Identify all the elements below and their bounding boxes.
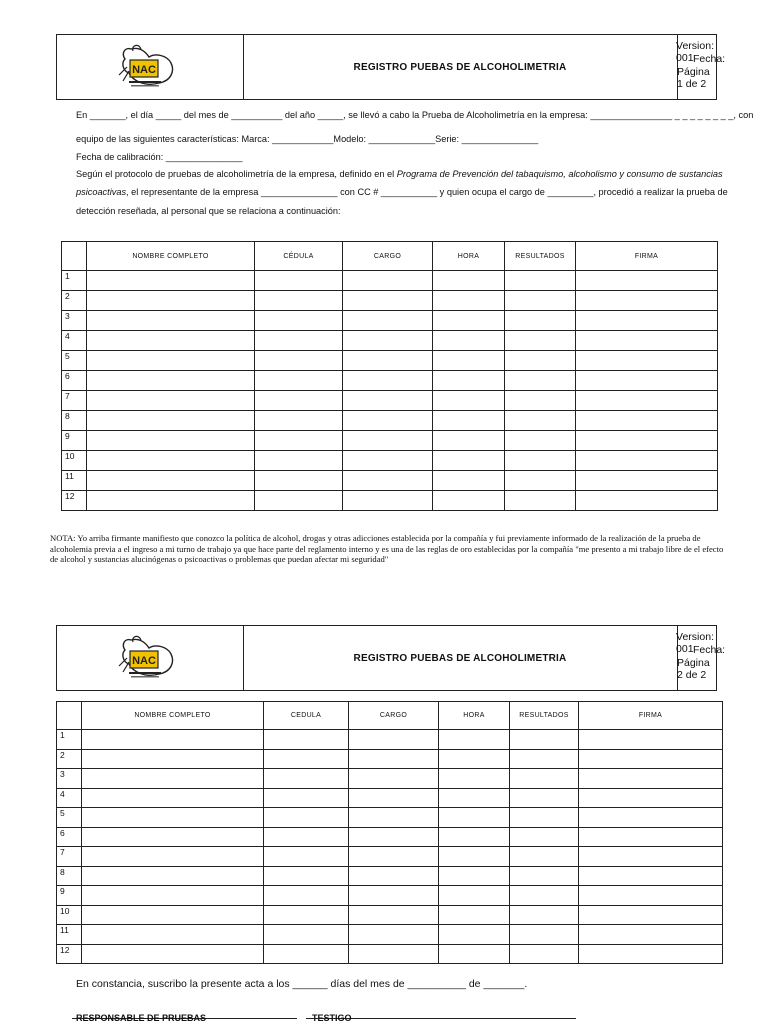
table-row — [57, 730, 723, 750]
cell-cargo[interactable] — [349, 788, 439, 808]
cell-resultados[interactable] — [510, 827, 579, 847]
table-row — [62, 351, 718, 371]
cell-cargo[interactable] — [343, 351, 433, 371]
cell-hora[interactable] — [433, 451, 505, 471]
cell-cedula[interactable] — [255, 431, 343, 451]
cell-cargo[interactable] — [349, 730, 439, 750]
row-number: 11 — [57, 925, 82, 945]
cell-hora[interactable] — [439, 749, 510, 769]
cell-nombre[interactable] — [87, 331, 255, 351]
cell-hora[interactable] — [433, 351, 505, 371]
cell-cedula[interactable] — [264, 769, 349, 789]
cell-hora[interactable] — [439, 866, 510, 886]
cell-nombre[interactable] — [87, 371, 255, 391]
cell-nombre[interactable] — [87, 411, 255, 431]
cell-hora[interactable] — [439, 905, 510, 925]
row-number: 3 — [62, 311, 87, 331]
meta-cell — [676, 35, 726, 99]
personnel-table-2 — [56, 701, 723, 964]
cell-cargo[interactable] — [343, 311, 433, 331]
row-number: 12 — [62, 491, 87, 511]
cell-hora[interactable] — [439, 944, 510, 964]
cell-cargo[interactable] — [349, 827, 439, 847]
cell-cedula[interactable] — [264, 749, 349, 769]
cell-cedula[interactable] — [255, 451, 343, 471]
table-row — [62, 411, 718, 431]
cell-nombre[interactable] — [87, 451, 255, 471]
cell-nombre[interactable] — [82, 749, 264, 769]
page-number: Página 2 de 2 — [677, 657, 710, 681]
header-page-1 — [56, 34, 726, 100]
intro-line-2: equipo de las siguientes características: Marca: ____________Modelo: _____________Serie: _______________ — [76, 134, 539, 144]
cell-nombre[interactable] — [87, 291, 255, 311]
intro-line-5b: , el representante de la empresa _______________ con CC # ___________ y quien ocupa el cargo de _________, procedió a realizar la prueba de — [126, 187, 728, 197]
cell-cedula[interactable] — [255, 351, 343, 371]
cell-cargo[interactable] — [343, 451, 433, 471]
cell-resultados[interactable] — [510, 749, 579, 769]
table-row — [62, 471, 718, 491]
cell-nombre[interactable] — [82, 905, 264, 925]
cell-firma[interactable] — [576, 411, 718, 431]
cell-hora[interactable] — [433, 491, 505, 511]
meta-cell — [676, 626, 726, 690]
cell-firma[interactable] — [579, 827, 723, 847]
cell-resultados[interactable] — [505, 451, 576, 471]
cell-cedula[interactable] — [264, 925, 349, 945]
cell-cargo[interactable] — [343, 371, 433, 391]
table-row — [57, 925, 723, 945]
row-number: 6 — [57, 827, 82, 847]
cell-resultados[interactable] — [510, 769, 579, 789]
col-firma: FIRMA — [579, 702, 723, 730]
row-number: 10 — [62, 451, 87, 471]
cell-cargo[interactable] — [349, 769, 439, 789]
logo-text: NAC — [132, 655, 156, 667]
cell-resultados[interactable] — [505, 271, 576, 291]
cell-cargo[interactable] — [343, 431, 433, 451]
header-page-2 — [56, 625, 726, 691]
col-hora: HORA — [439, 702, 510, 730]
cell-cargo[interactable] — [349, 944, 439, 964]
table-row — [62, 371, 718, 391]
cell-cargo[interactable] — [343, 331, 433, 351]
cell-firma[interactable] — [576, 451, 718, 471]
cell-nombre[interactable] — [87, 391, 255, 411]
cell-resultados[interactable] — [510, 788, 579, 808]
cell-resultados[interactable] — [510, 730, 579, 750]
cell-firma[interactable] — [576, 471, 718, 491]
program-name-end: psicoactivas — [76, 187, 127, 197]
cell-nombre[interactable] — [82, 769, 264, 789]
cell-hora[interactable] — [439, 788, 510, 808]
cell-nombre[interactable] — [82, 886, 264, 906]
cell-cargo[interactable] — [349, 847, 439, 867]
cell-firma[interactable] — [579, 866, 723, 886]
cell-firma[interactable] — [576, 271, 718, 291]
table-header-row — [57, 702, 723, 730]
cell-firma[interactable] — [579, 749, 723, 769]
cell-firma[interactable] — [576, 331, 718, 351]
table-row — [62, 271, 718, 291]
row-number: 11 — [62, 471, 87, 491]
cell-nombre[interactable] — [82, 847, 264, 867]
company-logo — [109, 41, 181, 95]
intro-line-3: Fecha de calibración: _______________ — [76, 152, 243, 162]
cell-cedula[interactable] — [255, 471, 343, 491]
col-number — [57, 702, 82, 730]
table-row — [62, 451, 718, 471]
cell-firma[interactable] — [579, 905, 723, 925]
cell-cargo[interactable] — [343, 271, 433, 291]
cell-nombre[interactable] — [82, 808, 264, 828]
row-number: 9 — [62, 431, 87, 451]
version-label: Version: 001 — [676, 631, 714, 655]
cell-resultados[interactable] — [505, 311, 576, 331]
table-row — [57, 905, 723, 925]
cell-hora[interactable] — [433, 371, 505, 391]
row-number: 10 — [57, 905, 82, 925]
cell-cargo[interactable] — [349, 925, 439, 945]
row-number: 1 — [62, 271, 87, 291]
table-row — [57, 808, 723, 828]
cell-resultados[interactable] — [505, 491, 576, 511]
cell-cargo[interactable] — [343, 491, 433, 511]
cell-resultados[interactable] — [505, 471, 576, 491]
cell-hora[interactable] — [433, 271, 505, 291]
cell-firma[interactable] — [579, 944, 723, 964]
cell-cedula[interactable] — [255, 491, 343, 511]
cell-nombre[interactable] — [82, 866, 264, 886]
logo-text: NAC — [132, 64, 156, 76]
cell-cargo[interactable] — [349, 749, 439, 769]
cell-nombre[interactable] — [87, 311, 255, 331]
cell-cargo[interactable] — [343, 471, 433, 491]
cell-firma[interactable] — [576, 491, 718, 511]
cell-resultados[interactable] — [505, 291, 576, 311]
cell-nombre[interactable] — [82, 730, 264, 750]
col-firma: FIRMA — [576, 242, 718, 271]
cell-cedula[interactable] — [255, 371, 343, 391]
signature-testigo: TESTIGO — [312, 1013, 352, 1023]
cell-firma[interactable] — [576, 311, 718, 331]
cell-hora[interactable] — [439, 808, 510, 828]
cell-resultados[interactable] — [510, 944, 579, 964]
version-label: Version: 001 — [676, 40, 714, 64]
cell-resultados[interactable] — [510, 886, 579, 906]
nota-paragraph: NOTA: Yo arriba firmante manifiesto que conozco la política de alcohol, drogas y otras adicciones establecida por la compañía y fui previamente informado de la realización de la prueba de alcoholemia previa a el ingreso a mi turno de trabajo ya que hace parte del reglamento interno y es una de las reglas de oro establecidas por la compañía "me presento a mi trabajo libre de el efecto de alcohol y sustancias alucinógenas o psicoactivas o problemas que puedan afectar mi seguridad" — [50, 533, 724, 564]
cell-cargo[interactable] — [343, 411, 433, 431]
cell-cedula[interactable] — [255, 311, 343, 331]
table-row — [62, 391, 718, 411]
intro-line-6: detección reseñada, al personal que se relaciona a continuación: — [76, 206, 341, 216]
intro-line-1: En _______, el día _____ del mes de __________ del año _____, se llevó a cabo la Prueba de Alcoholimetría en la empresa: ________________ _ _ _ _ _ _ _ _, con — [76, 110, 754, 120]
col-hora: HORA — [433, 242, 505, 271]
cell-nombre[interactable] — [82, 788, 264, 808]
cell-firma[interactable] — [579, 769, 723, 789]
table-row — [57, 769, 723, 789]
cell-hora[interactable] — [433, 391, 505, 411]
cell-cedula[interactable] — [264, 905, 349, 925]
table-row — [57, 749, 723, 769]
cell-firma[interactable] — [579, 847, 723, 867]
signature-responsable: RESPONSABLE DE PRUEBAS — [76, 1013, 207, 1023]
table-row — [57, 847, 723, 867]
cell-nombre[interactable] — [82, 827, 264, 847]
cell-firma[interactable] — [576, 351, 718, 371]
cell-cedula[interactable] — [255, 411, 343, 431]
cell-nombre[interactable] — [87, 271, 255, 291]
table-row — [62, 331, 718, 351]
intro-line-5 — [76, 187, 728, 197]
cell-firma[interactable] — [576, 291, 718, 311]
table-row — [57, 788, 723, 808]
table-row — [62, 431, 718, 451]
constancia-line: En constancia, suscribo la presente acta a los ______ días del mes de __________ de _______. — [76, 978, 528, 990]
cell-firma[interactable] — [579, 788, 723, 808]
col-resultados: RESULTADOS — [510, 702, 579, 730]
cell-resultados[interactable] — [505, 391, 576, 411]
cell-cedula[interactable] — [264, 730, 349, 750]
logo-cell — [57, 35, 244, 99]
cell-firma[interactable] — [579, 886, 723, 906]
cell-resultados[interactable] — [510, 847, 579, 867]
cell-hora[interactable] — [433, 291, 505, 311]
table-row — [57, 866, 723, 886]
cell-firma[interactable] — [579, 730, 723, 750]
cell-cargo[interactable] — [343, 391, 433, 411]
cell-nombre[interactable] — [87, 491, 255, 511]
col-cedula: CEDULA — [264, 702, 349, 730]
cell-hora[interactable] — [433, 431, 505, 451]
col-nombre: NOMBRE COMPLETO — [87, 242, 255, 271]
cell-hora[interactable] — [439, 847, 510, 867]
cell-firma[interactable] — [576, 371, 718, 391]
table-row — [62, 491, 718, 511]
cell-resultados[interactable] — [505, 371, 576, 391]
fecha-label: Fecha: — [693, 53, 726, 65]
cell-cargo[interactable] — [349, 808, 439, 828]
cell-hora[interactable] — [433, 311, 505, 331]
table-row — [62, 291, 718, 311]
cell-hora[interactable] — [439, 730, 510, 750]
cell-resultados[interactable] — [510, 905, 579, 925]
col-resultados: RESULTADOS — [505, 242, 576, 271]
cell-firma[interactable] — [576, 431, 718, 451]
cell-hora[interactable] — [439, 827, 510, 847]
col-cargo: CARGO — [349, 702, 439, 730]
row-number: 5 — [62, 351, 87, 371]
row-number: 3 — [57, 769, 82, 789]
cell-cargo[interactable] — [349, 866, 439, 886]
col-nombre: NOMBRE COMPLETO — [82, 702, 264, 730]
cell-resultados[interactable] — [505, 331, 576, 351]
cell-hora[interactable] — [439, 925, 510, 945]
cell-cargo[interactable] — [349, 886, 439, 906]
table-row — [57, 886, 723, 906]
company-logo — [109, 632, 181, 686]
row-number: 2 — [62, 291, 87, 311]
cell-resultados[interactable] — [510, 925, 579, 945]
col-cargo: CARGO — [343, 242, 433, 271]
cell-cargo[interactable] — [343, 291, 433, 311]
table-header-row — [62, 242, 718, 271]
fecha-label: Fecha: — [693, 644, 726, 656]
form-title: REGISTRO PUEBAS DE ALCOHOLIMETRIA — [243, 35, 678, 99]
row-number: 5 — [57, 808, 82, 828]
cell-resultados[interactable] — [505, 411, 576, 431]
cell-hora[interactable] — [433, 331, 505, 351]
cell-nombre[interactable] — [87, 351, 255, 371]
cell-resultados[interactable] — [510, 808, 579, 828]
cell-resultados[interactable] — [505, 431, 576, 451]
row-number: 7 — [62, 391, 87, 411]
row-number: 9 — [57, 886, 82, 906]
cell-cedula[interactable] — [255, 331, 343, 351]
row-number: 12 — [57, 944, 82, 964]
intro-line-4a: Según el protocolo de pruebas de alcoholimetría de la empresa, definido en el — [76, 169, 397, 179]
row-number: 4 — [62, 331, 87, 351]
row-number: 6 — [62, 371, 87, 391]
logo-cell — [57, 626, 244, 690]
program-name: Programa de Prevención del tabaquismo, alcoholismo y consumo de sustancias — [396, 169, 723, 179]
cell-cedula[interactable] — [255, 271, 343, 291]
table-row — [57, 944, 723, 964]
cell-nombre[interactable] — [87, 471, 255, 491]
cell-cedula[interactable] — [255, 291, 343, 311]
row-number: 7 — [57, 847, 82, 867]
cell-cedula[interactable] — [264, 886, 349, 906]
cell-cedula[interactable] — [264, 866, 349, 886]
row-number: 8 — [57, 866, 82, 886]
cell-hora[interactable] — [439, 769, 510, 789]
cell-firma[interactable] — [579, 808, 723, 828]
cell-cargo[interactable] — [349, 905, 439, 925]
cell-cedula[interactable] — [264, 847, 349, 867]
col-number — [62, 242, 87, 271]
cell-nombre[interactable] — [82, 944, 264, 964]
intro-line-4 — [76, 169, 723, 179]
col-cedula: CÉDULA — [255, 242, 343, 271]
cell-hora[interactable] — [433, 471, 505, 491]
row-number: 1 — [57, 730, 82, 750]
cell-firma[interactable] — [576, 391, 718, 411]
cell-firma[interactable] — [579, 925, 723, 945]
row-number: 2 — [57, 749, 82, 769]
cell-nombre[interactable] — [82, 925, 264, 945]
cell-cedula[interactable] — [255, 391, 343, 411]
cell-cedula[interactable] — [264, 808, 349, 828]
page-number: Página 1 de 2 — [677, 66, 710, 90]
cell-resultados[interactable] — [510, 866, 579, 886]
table-row — [57, 827, 723, 847]
cell-cedula[interactable] — [264, 944, 349, 964]
cell-nombre[interactable] — [87, 431, 255, 451]
row-number: 4 — [57, 788, 82, 808]
cell-resultados[interactable] — [505, 351, 576, 371]
cell-cedula[interactable] — [264, 788, 349, 808]
row-number: 8 — [62, 411, 87, 431]
cell-hora[interactable] — [433, 411, 505, 431]
table-row — [62, 311, 718, 331]
cell-cedula[interactable] — [264, 827, 349, 847]
cell-hora[interactable] — [439, 886, 510, 906]
form-title: REGISTRO PUEBAS DE ALCOHOLIMETRIA — [243, 626, 678, 690]
personnel-table-1 — [61, 241, 718, 511]
